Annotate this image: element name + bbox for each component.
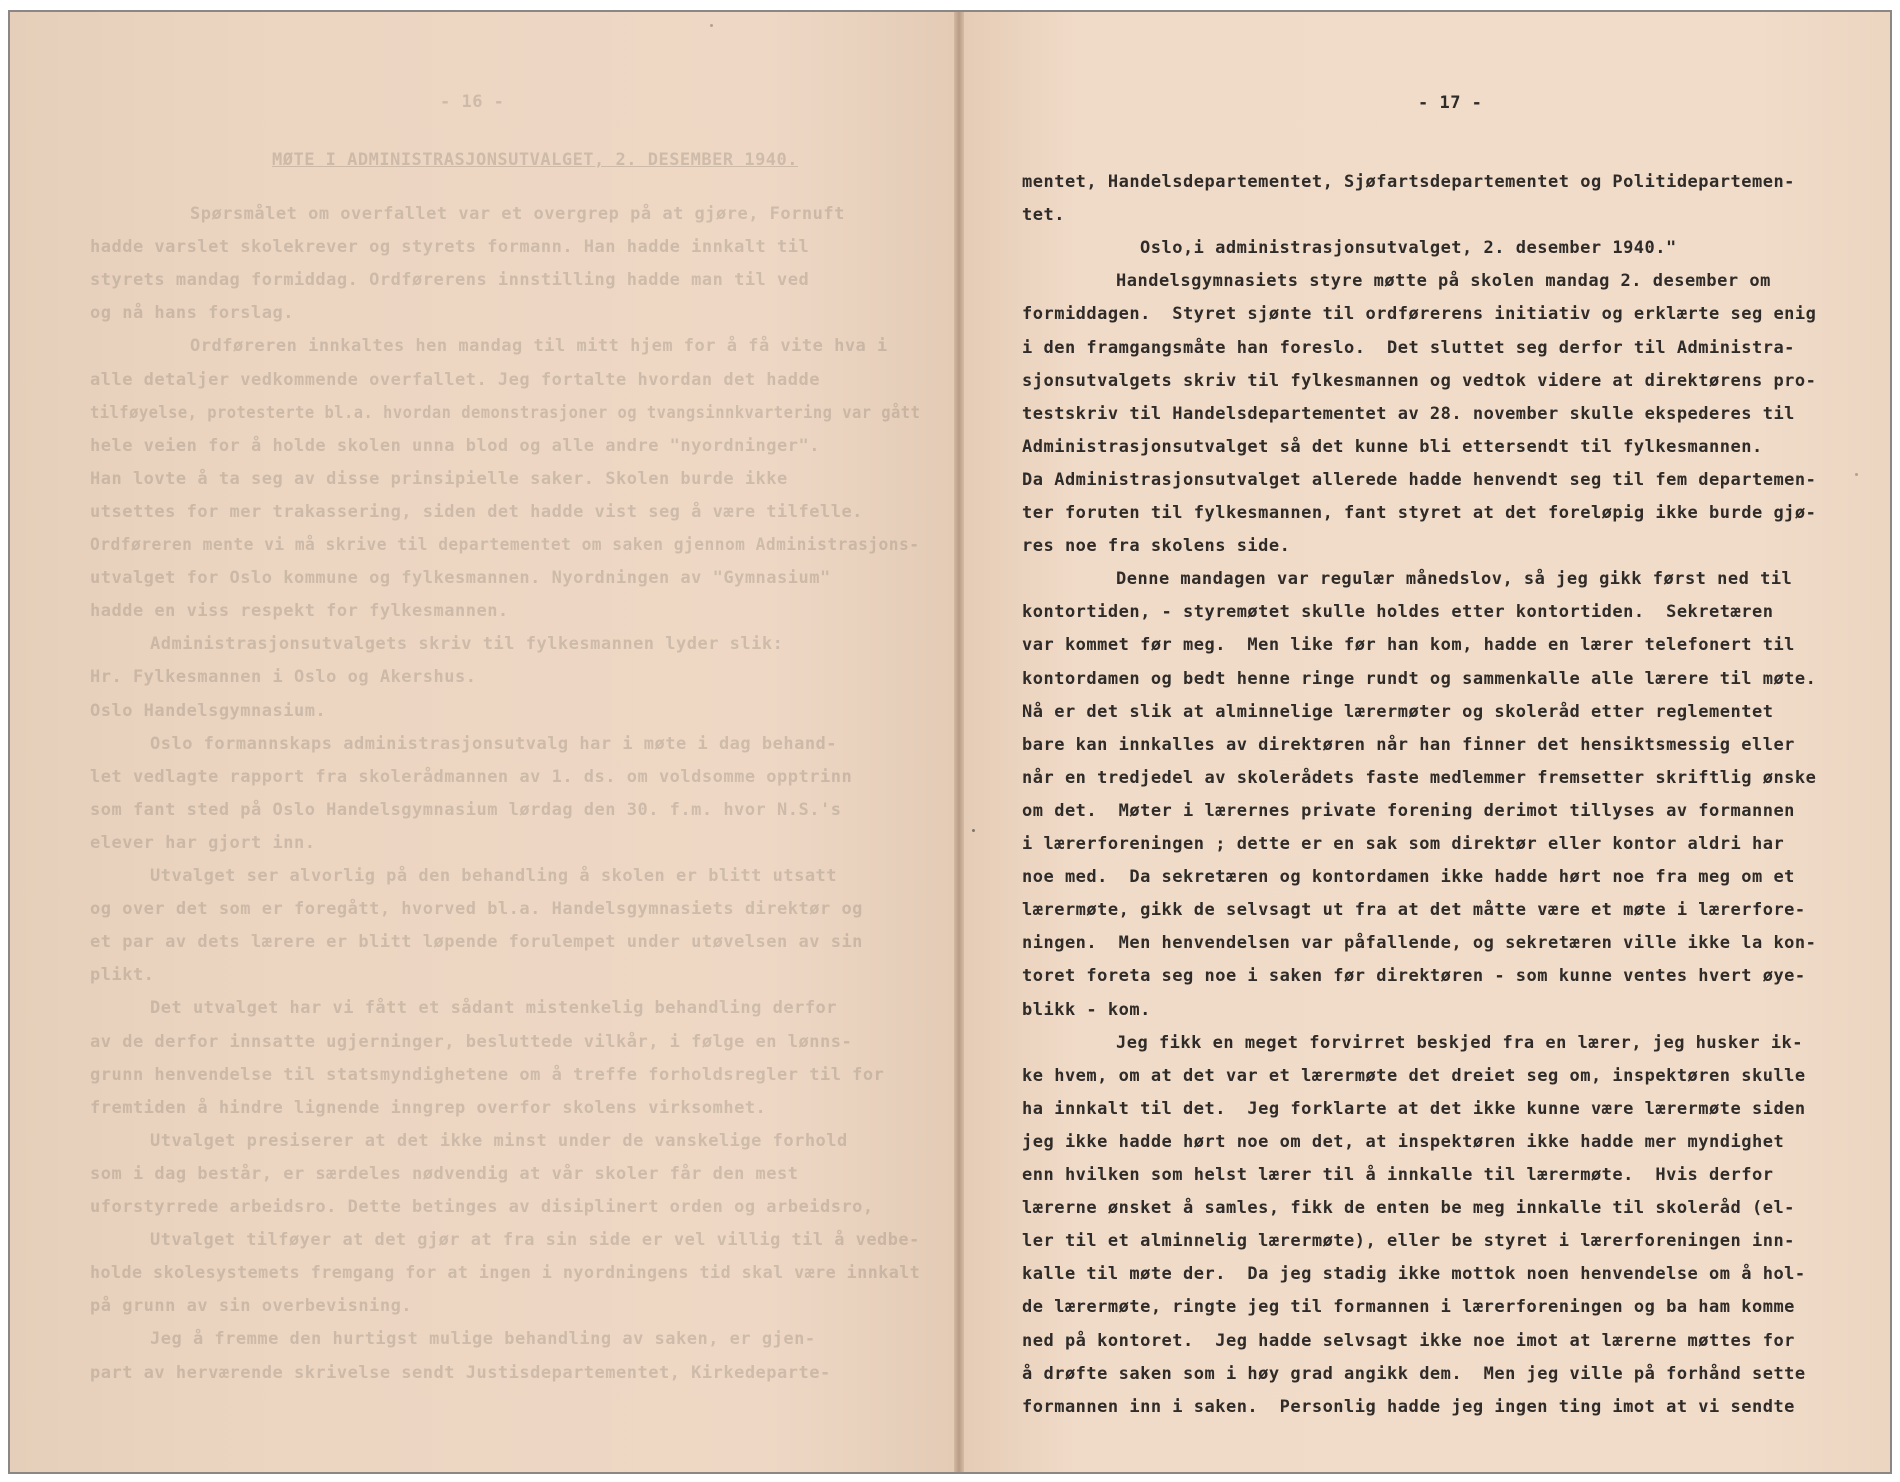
text-line: i den framgangsmåte han foreslo. Det sluttet seg derfor til Administra- — [1022, 337, 1795, 358]
text-line: Da Administrasjonsutvalget allerede hadde henvendt seg til fem departemen- — [1022, 469, 1817, 490]
text-line: var kommet før meg. Men like før han kom, hadde en lærer telefonert til — [1022, 635, 1795, 656]
faded-text-line: grunn henvendelse til statsmyndighetene om å treffe forholdsregler til for — [90, 1064, 885, 1085]
faded-text-line: hele veien for å holde skolen unna blod og alle andre "nyordninger". — [90, 435, 820, 456]
text-line: de lærermøte, ringte jeg til formannen i lærerforeningen og ba ham komme — [1022, 1297, 1795, 1318]
faded-text-line: som fant sted på Oslo Handelsgymnasium lørdag den 30. f.m. hvor N.S.'s — [90, 799, 842, 820]
faded-text-line: Utvalget presiserer at det ikke minst under de vanskelige forhold — [150, 1130, 848, 1151]
left-page — [10, 12, 954, 1472]
text-line: når en tredjedel av skolerådets faste medlemmer fremsetter skriftlig ønske — [1022, 767, 1817, 788]
faded-text-line: part av herværende skrivelse sendt Justisdepartementet, Kirkedeparte- — [90, 1362, 831, 1383]
faded-text-line: og nå hans forslag. — [90, 303, 294, 324]
faded-text-line: Ordføreren mente vi må skrive til departementet om saken gjennom Administrasjons- — [90, 535, 920, 555]
ink-speck — [1855, 473, 1858, 476]
text-line: Oslo,i administrasjonsutvalget, 2. desember 1940." — [1140, 238, 1677, 259]
faded-text-line: plikt. — [90, 965, 155, 986]
text-line: Administrasjonsutvalget så det kunne bli ettersendt til fylkesmannen. — [1022, 436, 1763, 457]
text-line: jeg ikke hadde hørt noe om det, at inspektøren ikke hadde mer myndighet — [1022, 1131, 1785, 1152]
text-line: tet. — [1022, 205, 1065, 226]
faded-text-line: utsettes for mer trakassering, siden det hadde vist seg å være tilfelle. — [90, 501, 863, 522]
document-scan — [8, 10, 1892, 1474]
left-page-number: - 16 - — [440, 92, 505, 112]
faded-text-line: let vedlagte rapport fra skolerådmannen av 1. ds. om voldsomme opptrinn — [90, 766, 853, 787]
faded-text-line: Spørsmålet om overfallet var et overgrep på at gjøre, Fornuft — [190, 204, 845, 224]
text-line: Handelsgymnasiets styre møtte på skolen mandag 2. desember om — [1116, 271, 1771, 292]
faded-text-line: Administrasjonsutvalgets skriv til fylkesmannen lyder slik: — [150, 634, 784, 655]
faded-text-line: som i dag består, er særdeles nødvendig at vår skoler får den mest — [90, 1163, 799, 1184]
faded-text-line: og over det som er foregått, hvorved bl.a. Handelsgymnasiets direktør og — [90, 899, 863, 920]
text-line: sjonsutvalgets skriv til fylkesmannen og vedtok videre at direktørens pro- — [1022, 370, 1817, 391]
faded-text-line: utvalget for Oslo kommune og fylkesmannen. Nyordningen av "Gymnasium" — [90, 568, 831, 589]
right-page-number: - 17 - — [1418, 93, 1483, 113]
text-line: ha innkalt til det. Jeg forklarte at det ikke kunne være lærermøte siden — [1022, 1098, 1806, 1119]
text-line: toret foreta seg noe i saken før direktøren - som kunne ventes hvert øye- — [1022, 966, 1806, 987]
text-line: testskriv til Handelsdepartementet av 28. november skulle ekspederes til — [1022, 403, 1795, 424]
faded-text-line: fremtiden å hindre lignende inngrep overfor skolens virksomhet. — [90, 1097, 767, 1118]
text-line: mentet, Handelsdepartementet, Sjøfartsdepartementet og Politidepartemen- — [1022, 172, 1795, 192]
faded-text-line: Ordføreren innkaltes hen mandag til mitt hjem for å få vite hva i — [190, 336, 888, 357]
left-page-heading: MØTE I ADMINISTRASJONSUTVALGET, 2. DESEMBER 1940. — [272, 150, 799, 170]
text-line: enn hvilken som helst lærer til å innkalle til lærermøte. Hvis derfor — [1022, 1165, 1774, 1185]
faded-text-line: Det utvalget har vi fått et sådant mistenkelig behandling derfor — [150, 998, 838, 1019]
text-line: lærerne ønsket å samles, fikk de enten be meg innkalle til skoleråd (el- — [1022, 1198, 1795, 1219]
faded-text-line: styrets mandag formiddag. Ordførerens innstilling hadde man til ved — [90, 270, 810, 291]
text-line: kontordamen og bedt henne ringe rundt og sammenkalle alle lærere til møte. — [1022, 668, 1817, 689]
faded-text-line: uforstyrrede arbeidsro. Dette betinges av disiplinert orden og arbeidsro, — [90, 1197, 874, 1217]
faded-text-line: Utvalget tilføyer at det gjør at fra sin side er vel villig til å vedbe- — [150, 1230, 920, 1251]
text-line: blikk - kom. — [1022, 999, 1151, 1020]
faded-text-line: Hr. Fylkesmannen i Oslo og Akershus. — [90, 667, 477, 688]
faded-text-line: Oslo Handelsgymnasium. — [90, 700, 327, 721]
faded-text-line: Jeg å fremme den hurtigst mulige behandling av saken, er gjen- — [150, 1329, 816, 1350]
text-line: ningen. Men henvendelsen var påfallende, og sekretæren ville ikke la kon- — [1022, 933, 1817, 954]
text-line: Jeg fikk en meget forvirret beskjed fra en lærer, jeg husker ik- — [1116, 1032, 1804, 1053]
text-line: formiddagen. Styret sjønte til ordførerens initiativ og erklærte seg enig — [1022, 304, 1817, 325]
text-line: ler til et alminnelig lærermøte), eller be styret i lærerforeningen inn- — [1022, 1231, 1795, 1252]
text-line: å drøfte saken som i høy grad angikk dem. Men jeg ville på forhånd sette — [1022, 1363, 1806, 1384]
text-line: Denne mandagen var regulær månedslov, så jeg gikk først ned til — [1116, 569, 1793, 590]
faded-text-line: hadde varslet skolekrever og styrets formann. Han hadde innkalt til — [90, 237, 810, 258]
right-page — [964, 12, 1892, 1472]
faded-text-line: av de derfor innsatte ugjerninger, besluttede vilkår, i følge en lønns- — [90, 1031, 853, 1052]
text-line: ter foruten til fylkesmannen, fant styret at det foreløpig ikke burde gjø- — [1022, 503, 1817, 523]
text-line: bare kan innkalles av direktøren når han finner det hensiktsmessig eller — [1022, 734, 1795, 755]
faded-text-line: Oslo formannskaps administrasjonsutvalg har i møte i dag behand- — [150, 733, 838, 754]
text-line: ned på kontoret. Jeg hadde selvsagt ikke noe imot at lærerne møttes for — [1022, 1330, 1795, 1351]
text-line: Nå er det slik at alminnelige lærermøter og skoleråd etter reglementet — [1022, 701, 1774, 722]
faded-text-line: elever har gjort inn. — [90, 832, 316, 853]
faded-text-line: Han lovte å ta seg av disse prinsipielle saker. Skolen burde ikke — [90, 468, 788, 489]
faded-text-line: holde skolesystemets fremgang for at ingen i nyordningens tid skal være innkalt — [90, 1263, 921, 1284]
faded-text-line: hadde en viss respekt for fylkesmannen. — [90, 601, 509, 622]
faded-text-line: alle detaljer vedkommende overfallet. Jeg fortalte hvordan det hadde — [90, 369, 820, 390]
faded-text-line: Utvalget ser alvorlig på den behandling å skolen er blitt utsatt — [150, 866, 838, 886]
text-line: ke hvem, om at det var et lærermøte det dreiet seg om, inspektøren skulle — [1022, 1065, 1806, 1086]
faded-text-line: et par av dets lærere er blitt løpende forulempet under utøvelsen av sin — [90, 932, 863, 953]
book-spine — [954, 12, 964, 1472]
text-line: noe med. Da sekretæren og kontordamen ikke hadde hørt noe fra meg om et — [1022, 867, 1795, 888]
ink-speck — [972, 829, 975, 832]
text-line: kalle til møte der. Da jeg stadig ikke mottok noen henvendelse om å hol- — [1022, 1264, 1806, 1285]
text-line: om det. Møter i lærernes private forening derimot tillyses av formannen — [1022, 800, 1795, 821]
ink-speck — [710, 24, 713, 27]
text-line: lærermøte, gikk de selvsagt ut fra at det måtte være et møte i lærerfore- — [1022, 900, 1806, 921]
text-line: kontortiden, - styremøtet skulle holdes etter kontortiden. Sekretæren — [1022, 602, 1774, 623]
text-line: i lærerforeningen ; dette er en sak som direktør eller kontor aldri har — [1022, 834, 1785, 854]
text-line: formannen inn i saken. Personlig hadde jeg ingen ting imot at vi sendte — [1022, 1396, 1795, 1417]
faded-text-line: på grunn av sin overbevisning. — [90, 1296, 413, 1317]
faded-text-line: tilføyelse, protesterte bl.a. hvordan demonstrasjoner og tvangsinnkvartering var gått — [90, 402, 921, 423]
text-line: res noe fra skolens side. — [1022, 536, 1291, 557]
